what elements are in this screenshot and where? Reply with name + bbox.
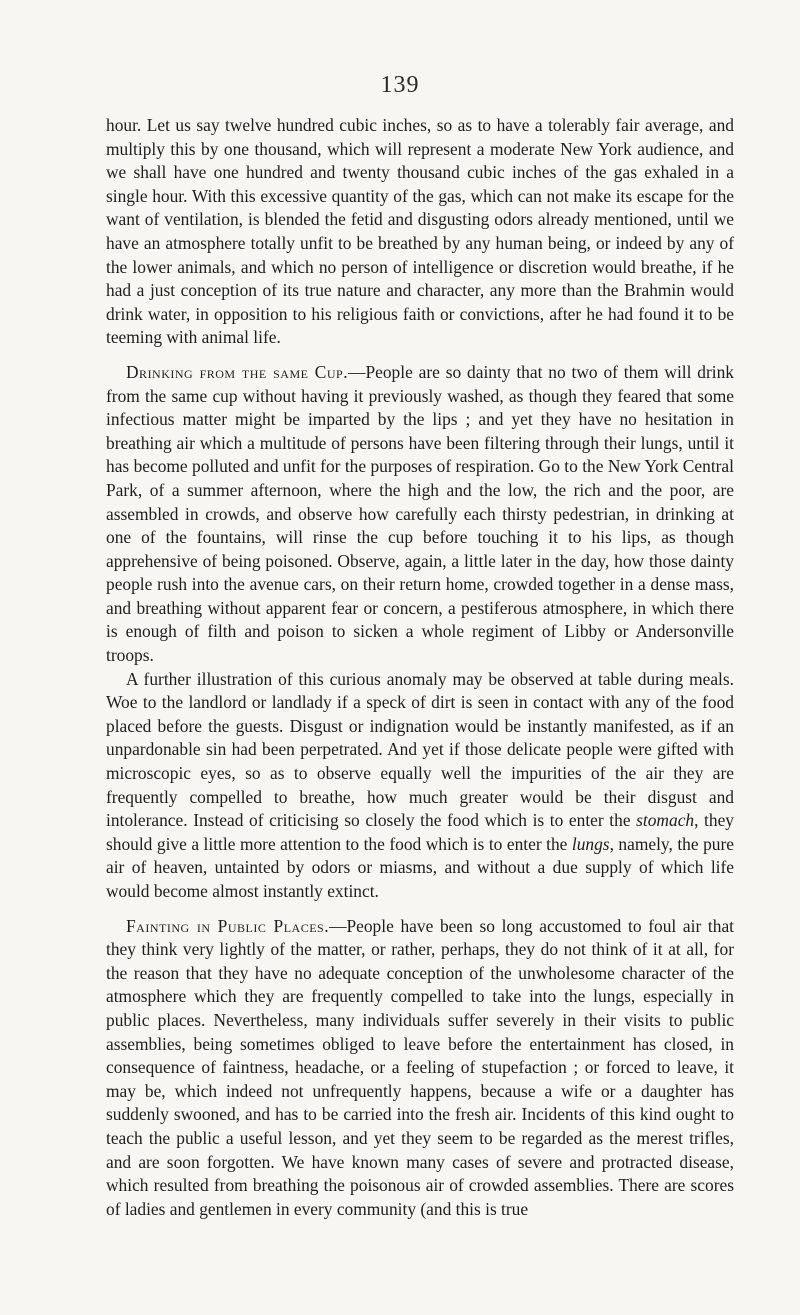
paragraph-fainting — [106, 915, 734, 1222]
paragraph-ventilation-continued — [106, 114, 734, 350]
section-heading: Drinking from the same Cup. — [126, 361, 349, 382]
paragraph-text: , namely, the pure air of heaven, untainted by odors or miasms, and without a due supply of which life would become almost instantly extinct. — [106, 833, 734, 901]
paragraph-text: , they should give a little more attention to the food which is to enter the — [106, 810, 734, 854]
paragraph-table-meals — [106, 668, 734, 904]
paragraph-text: hour. Let us say twelve hundred cubic inches, so as to have a tolerably fair average, and multiply this by one thousand, which will represent a moderate New York audience, and we shall have one hundred and twenty thousand cubic inches of the gas exhaled in a single hour. With this excessive quantity of the gas, which can not make its escape for the want of ventilation, is blended the fetid and disgusting odors already mentioned, until we have an atmosphere totally unfit to be breathed by any human being, or indeed by any of the lower animals, and which no person of intelligence or discretion would breathe, if he had a just conception of its true nature and character, any more than the Brahmin would drink water, in opposition to his religious faith or convictions, after he had found it to be teeming with animal life. — [106, 115, 734, 348]
paragraph-drinking-cup — [106, 361, 734, 668]
page-text-body — [106, 114, 734, 1221]
paragraph-spacer — [106, 904, 734, 915]
paragraph-text: A further illustration of this curious anomaly may be observed at table during meals. Woe to the landlord or landlady if a speck of dirt is seen in contact with any of the food placed before the guests. Disgust or indignation would be instantly manifested, as if an unpardonable sin had been perpetrated. And yet if those delicate people were gifted with microscopic eyes, so as to observe equally well the impurities of the air they are frequently compelled to breathe, how much greater would be their disgust and intolerance. Instead of criticising so closely the food which is to enter the — [106, 668, 734, 831]
paragraph-text: —People have been so long accustomed to foul air that they think very lightly of the matter, or rather, perhaps, they do not think of it at all, for the reason that they have no adequate conception of the unwholesome character of the atmosphere which they are frequently compelled to take into the lungs, especially in public places. Nevertheless, many individuals suffer severely in their visits to public assemblies, being sometimes obliged to leave before the entertainment has closed, in consequence of faintness, headache, or a feeling of stupefaction ; or forced to leave, it may be, which indeed not unfrequently happens, because a wife or a daughter has suddenly swooned, and has to be carried into the fresh air. Incidents of this kind ought to teach the public a useful lesson, and yet they seem to be regarded as the merest trifles, and are soon forgotten. We have known many cases of severe and protracted disease, which resulted from breathing the poisonous air of crowded assemblies. There are scores of ladies and gentlemen in every community (and this is true — [106, 915, 734, 1219]
paragraph-text: —People are so dainty that no two of them will drink from the same cup without having it previously washed, as though they feared that some infectious matter might be imparted by the lips ; and yet they have no hesitation in breathing air which a multitude of persons have been filtering through their lungs, until it has become polluted and unfit for the purposes of respiration. Go to the New York Central Park, of a summer afternoon, where the high and the low, the rich and the poor, are assembled in crowds, and observe how carefully each thirsty pedestrian, in drinking at one of the fountains, will rinse the cup before touching it to his lips, as though apprehensive of being poisoned. Observe, again, a little later in the day, how those dainty people rush into the avenue cars, on their return home, crowded together in a dense mass, and breathing without apparent fear or concern, a pestiferous atmosphere, in which there is enough of filth and poison to sicken a whole regiment of Libby or Andersonville troops. — [106, 361, 735, 666]
emphasis-stomach: stomach — [636, 810, 695, 831]
emphasis-lungs: lungs — [571, 833, 610, 854]
section-heading: Fainting in Public Places. — [126, 915, 330, 936]
page-number: 139 — [380, 72, 420, 98]
paragraph-spacer — [106, 350, 734, 361]
